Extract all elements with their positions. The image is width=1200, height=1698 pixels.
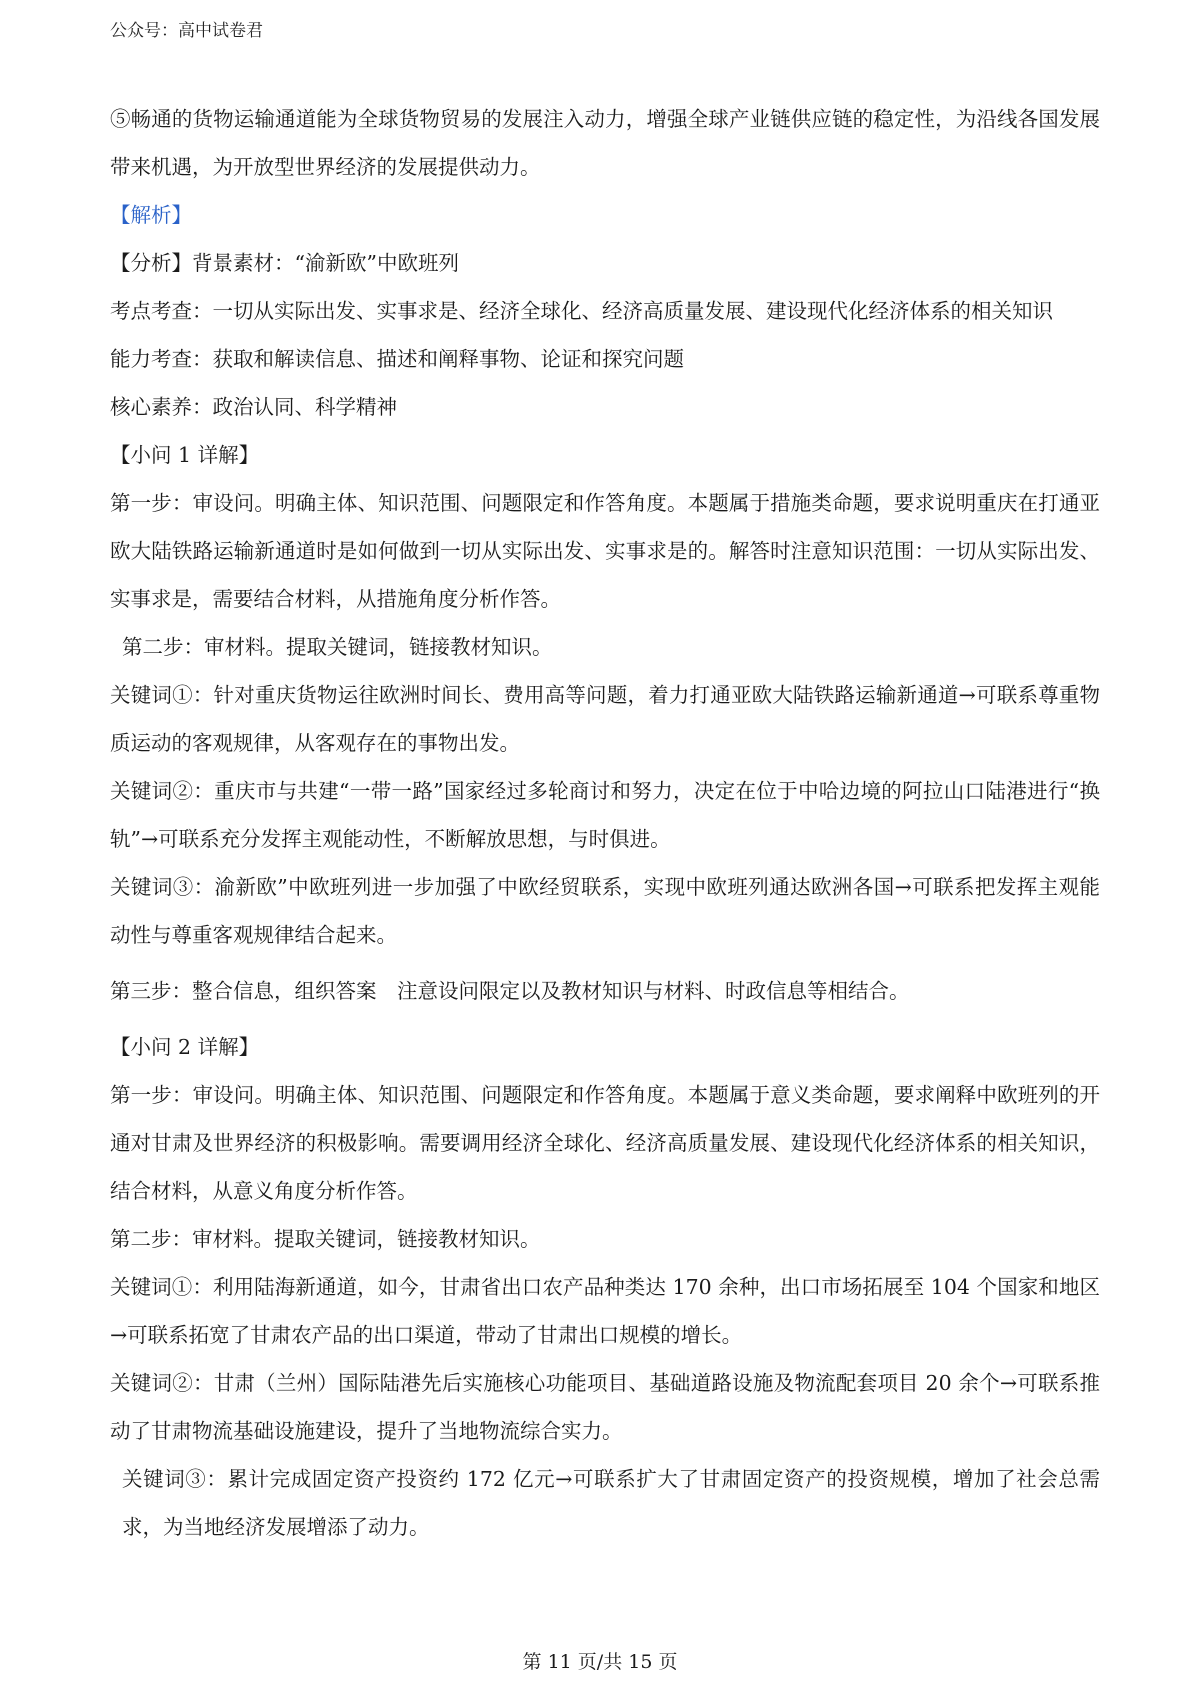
q1-step-1: 第一步：审设问。明确主体、知识范围、问题限定和作答角度。本题属于措施类命题，要求说明重庆在打通亚欧大陆铁路运输新通道时是如何做到一切从实际出发、实事求是的。解答时注意知识范围：一切从实际出发、实事求是，需要结合材料，从措施角度分析作答。 [110, 491, 1100, 611]
answer-point-5: ⑤畅通的货物运输通道能为全球货物贸易的发展注入动力，增强全球产业链供应链的稳定性，为沿线各国发展带来机遇，为开放型世界经济的发展提供动力。 [110, 107, 1100, 179]
analysis-heading: 【解析】 [110, 203, 192, 227]
core-literacy: 核心素养：政治认同、科学精神 [110, 395, 397, 419]
q1-keyword-3: 关键词③：渝新欧”中欧班列进一步加强了中欧经贸联系，实现中欧班列通达欧洲各国→可联系把发挥主观能动性与尊重客观规律结合起来。 [110, 875, 1100, 947]
q2-keyword-2: 关键词②：甘肃（兰州）国际陆港先后实施核心功能项目、基础道路设施及物流配套项目 20 余个→可联系推动了甘肃物流基础设施建设，提升了当地物流综合实力。 [110, 1371, 1100, 1443]
q2-keyword-3: 关键词③：累计完成固定资产投资约 172 亿元→可联系扩大了甘肃固定资产的投资规模，增加了社会总需求，为当地经济发展增添了动力。 [122, 1467, 1100, 1539]
sub-question-1-heading: 【小问 1 详解】 [110, 443, 260, 467]
q1-step-3: 第三步：整合信息，组织答案 注意设问限定以及教材知识与材料、时政信息等相结合。 [110, 979, 910, 1003]
page-header: 公众号：高中试卷君 [110, 21, 263, 41]
q1-step-2: 第二步：审材料。提取关键词，链接教材知识。 [122, 635, 553, 659]
analysis-background: 【分析】背景素材：“渝新欧”中欧班列 [110, 251, 459, 275]
sub-question-2-heading: 【小问 2 详解】 [110, 1035, 260, 1059]
q2-step-2: 第二步：审材料。提取关键词，链接教材知识。 [110, 1227, 541, 1251]
exam-points: 考点考查：一切从实际出发、实事求是、经济全球化、经济高质量发展、建设现代化经济体系的相关知识 [110, 299, 1053, 323]
q2-keyword-1: 关键词①：利用陆海新通道，如今，甘肃省出口农产品种类达 170 余种，出口市场拓展至 104 个国家和地区→可联系拓宽了甘肃农产品的出口渠道，带动了甘肃出口规模的增长。 [110, 1275, 1100, 1347]
document-body [110, 95, 1100, 1551]
page-number: 第 11 页/共 15 页 [522, 1651, 678, 1673]
q2-step-1: 第一步：审设问。明确主体、知识范围、问题限定和作答角度。本题属于意义类命题，要求阐释中欧班列的开通对甘肃及世界经济的积极影响。需要调用经济全球化、经济高质量发展、建设现代化经济体系的相关知识，结合材料，从意义角度分析作答。 [110, 1083, 1100, 1203]
q1-keyword-2: 关键词②：重庆市与共建“一带一路”国家经过多轮商讨和努力，决定在位于中哈边境的阿拉山口陆港进行“换轨”→可联系充分发挥主观能动性，不断解放思想，与时俱进。 [110, 779, 1100, 851]
ability-points: 能力考查：获取和解读信息、描述和阐释事物、论证和探究问题 [110, 347, 684, 371]
q1-keyword-1: 关键词①：针对重庆货物运往欧洲时间长、费用高等问题，着力打通亚欧大陆铁路运输新通道→可联系尊重物质运动的客观规律，从客观存在的事物出发。 [110, 683, 1100, 755]
